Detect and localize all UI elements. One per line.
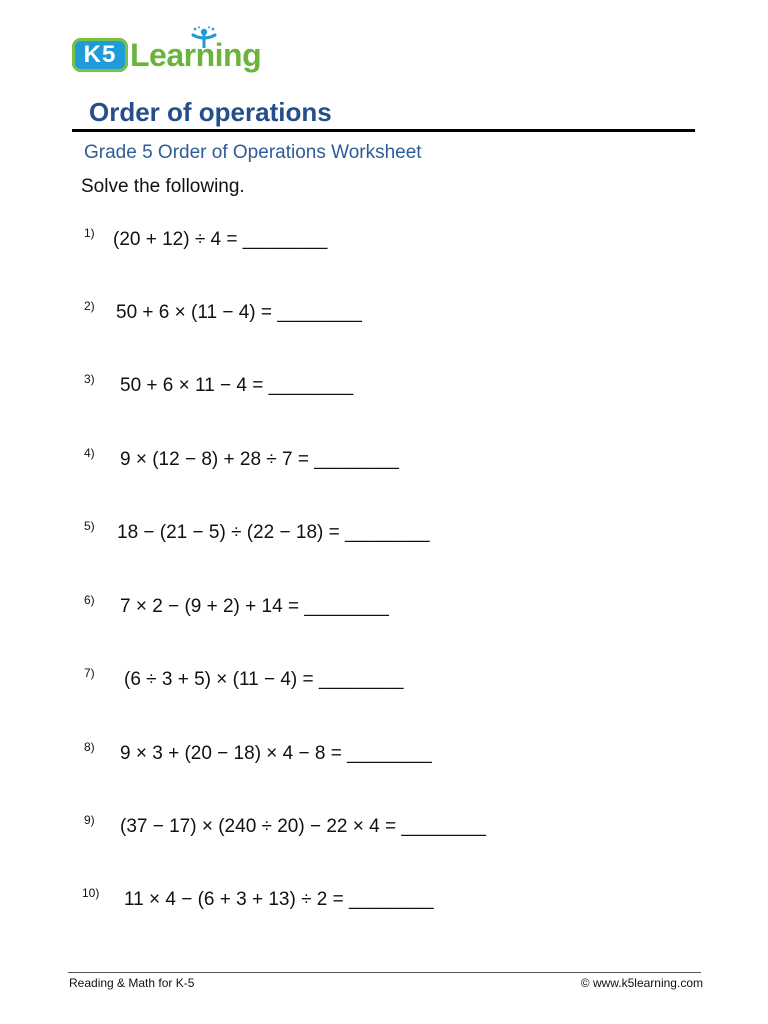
- problem-expression: (6 ÷ 3 + 5) × (11 − 4) = ________: [124, 669, 404, 690]
- problem-expression: 9 × (12 − 8) + 28 ÷ 7 = ________: [120, 449, 399, 470]
- k5-learning-logo: [72, 26, 267, 82]
- problem-expression: 50 + 6 × (11 − 4) = ________: [116, 302, 362, 323]
- problem-expression: (37 − 17) × (240 ÷ 20) − 22 × 4 = ________: [120, 816, 486, 837]
- problem-number: 10): [82, 886, 100, 900]
- problem-number: 3): [84, 372, 95, 386]
- problem-expression: 50 + 6 × 11 − 4 = ________: [120, 375, 354, 396]
- problem-number: 8): [84, 740, 95, 754]
- problem-number: 7): [84, 666, 95, 680]
- problem-number: 2): [84, 299, 95, 313]
- problem-number: 9): [84, 813, 95, 827]
- page-subtitle: Grade 5 Order of Operations Worksheet: [84, 142, 422, 163]
- problem-number: 5): [84, 519, 95, 533]
- footer-website: © www.k5learning.com: [580, 976, 703, 990]
- logo-badge: K5: [72, 38, 128, 72]
- footer-divider: [68, 972, 701, 973]
- problem-expression: 7 × 2 − (9 + 2) + 14 = ________: [120, 596, 389, 617]
- problem-number: 1): [84, 226, 95, 240]
- problem-expression: 18 − (21 − 5) ÷ (22 − 18) = ________: [117, 522, 430, 543]
- problem-expression: 9 × 3 + (20 − 18) × 4 − 8 = ________: [120, 743, 432, 764]
- page-title: Order of operations: [89, 97, 332, 127]
- footer-tagline: Reading & Math for K-5: [69, 976, 195, 990]
- instructions: Solve the following.: [81, 176, 245, 197]
- problem-expression: 11 × 4 − (6 + 3 + 13) ÷ 2 = ________: [124, 889, 434, 910]
- problem-number: 4): [84, 446, 95, 460]
- title-divider: [72, 129, 695, 132]
- problem-expression: (20 + 12) ÷ 4 = ________: [113, 229, 328, 250]
- problem-number: 6): [84, 593, 95, 607]
- logo-wordmark: Learning: [130, 37, 262, 73]
